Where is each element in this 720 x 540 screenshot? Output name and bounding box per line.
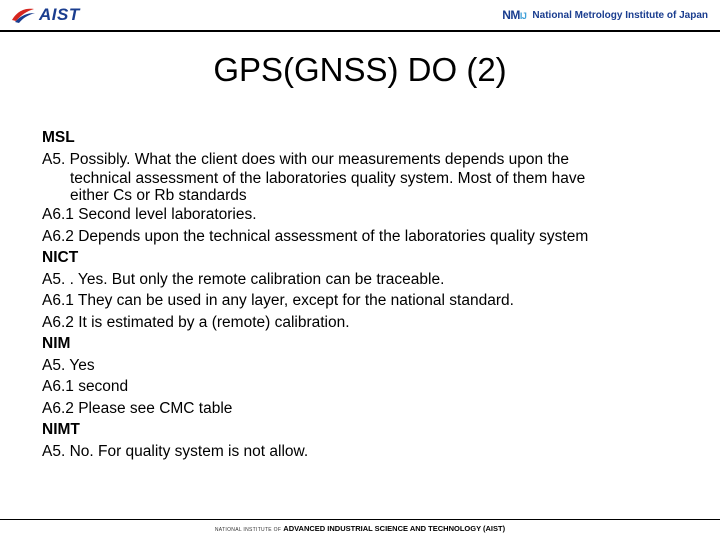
aist-swoosh-icon <box>10 6 36 24</box>
nmij-name: National Metrology Institute of Japan <box>532 9 708 21</box>
body-line: A6.2 Depends upon the technical assessment of the laboratories quality system <box>42 227 589 245</box>
section-heading: MSL <box>42 129 75 146</box>
body-line: A5. Yes <box>42 356 95 374</box>
header-divider <box>0 30 720 32</box>
slide-title: GPS(GNSS) DO (2) <box>213 51 507 88</box>
header-bar <box>0 0 720 30</box>
body-line: A6.2 Please see CMC table <box>42 399 233 417</box>
section-heading: NIMT <box>42 421 80 438</box>
body-line: A5. No. For quality system is not allow. <box>42 442 309 460</box>
body-line: A5. Possibly. What the client does with our measurements depends upon the <box>42 150 570 168</box>
footer-divider <box>0 519 720 520</box>
section-heading: NICT <box>42 249 79 266</box>
body-line: A5. . Yes. But only the remote calibration can be traceable. <box>42 270 445 288</box>
nmij-mark <box>502 8 526 22</box>
slide-body <box>42 127 692 462</box>
footer <box>0 524 720 533</box>
nmij-mark-nm: NM <box>502 8 520 22</box>
nmij-mark-ij: IJ <box>519 11 527 21</box>
body-line: A6.1 They can be used in any layer, except for the national standard. <box>42 292 514 309</box>
body-line: technical assessment of the laboratories quality system. Most of them have <box>70 170 586 187</box>
body-line: A6.1 second <box>42 378 129 395</box>
aist-logo <box>10 4 80 26</box>
footer-prefix: NATIONAL INSTITUTE OF <box>214 527 282 533</box>
section-heading: NIM <box>42 335 71 352</box>
footer-main: ADVANCED INDUSTRIAL SCIENCE AND TECHNOLOGY (AIST) <box>283 524 506 533</box>
body-line: A6.2 It is estimated by a (remote) calibration. <box>42 313 350 331</box>
nmij-logo <box>502 8 708 22</box>
aist-logo-text: AIST <box>39 5 80 24</box>
body-line: either Cs or Rb standards <box>70 187 247 204</box>
body-line: A6.1 Second level laboratories. <box>42 206 257 223</box>
